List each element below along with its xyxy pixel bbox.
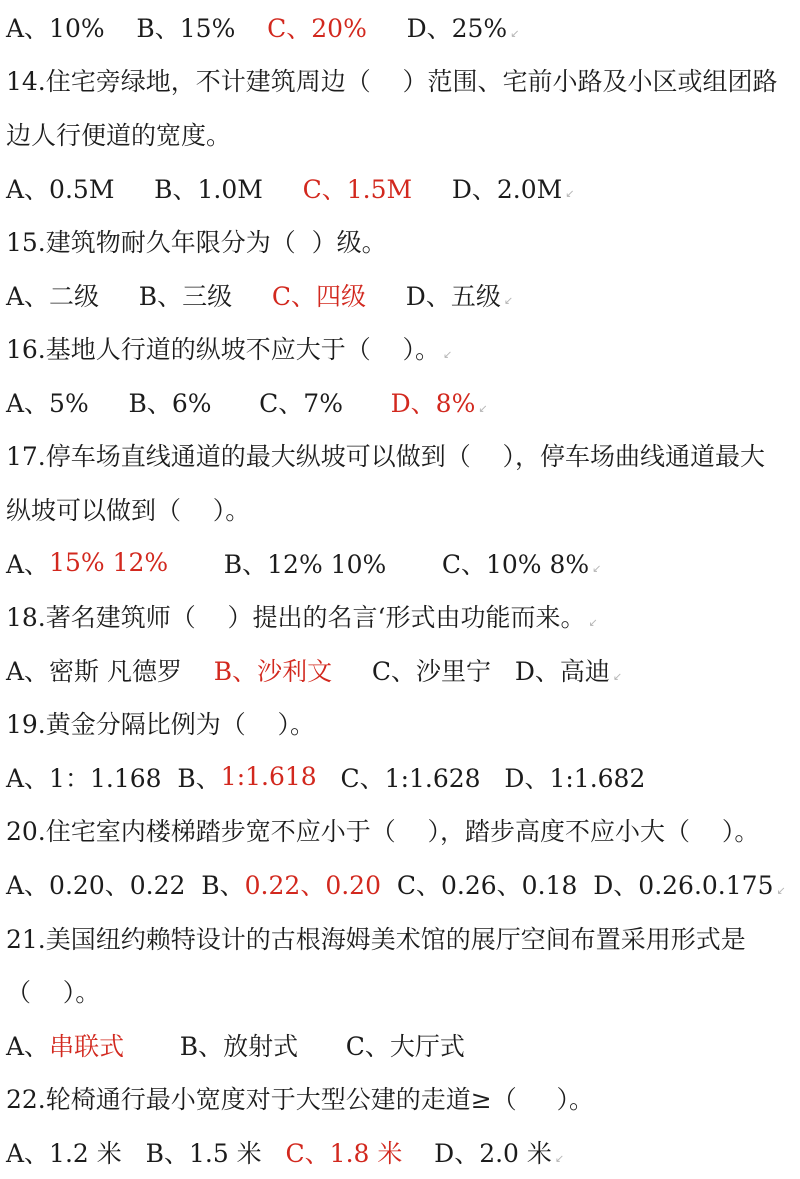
text-segment: B、12% 10% C、10% 8% — [168, 549, 590, 579]
answer-highlight: 15% 12% — [49, 548, 169, 578]
text-segment: A、二级 B、三级 — [6, 281, 272, 311]
q16-stem — [6, 321, 796, 375]
text-segment: A、 — [6, 549, 50, 579]
paragraph-return-mark-icon: ↙ — [478, 401, 488, 415]
text-segment: D、2.0M — [412, 174, 563, 204]
answer-highlight: 0.22、0.20 — [244, 871, 381, 901]
q14-options — [6, 161, 796, 215]
text-segment: C、1:1.628 D、1:1.682 — [316, 763, 646, 793]
answer-highlight: C、20% — [267, 13, 367, 43]
text-segment: 22.轮椅通行最小宽度对于大型公建的走道≥（ ）。 — [6, 1085, 594, 1115]
text-segment: 18.著名建筑师（ ）提出的名言‘形式由功能而来。 — [6, 603, 586, 633]
paragraph-return-mark-icon: ↙ — [612, 669, 623, 683]
paragraph-return-mark-icon: ↙ — [503, 294, 514, 308]
text-segment: A、1.2 米 B、1.5 米 — [6, 1138, 286, 1168]
text-segment: D、25% — [366, 13, 508, 43]
text-segment: C、0.26、0.18 D、0.26.0.175 — [381, 871, 774, 901]
q18-options — [6, 643, 796, 697]
exam-lines-container — [6, 0, 796, 1179]
text-segment: 14.住宅旁绿地，不计建筑周边（ ）范围、宅前小路及小区或组团路 — [6, 67, 778, 97]
text-segment: A、密斯 凡德罗 — [6, 656, 214, 686]
text-segment: D、五级 — [366, 281, 501, 311]
answer-highlight: 1:1.618 — [220, 762, 317, 792]
q21-stem-line2 — [6, 964, 796, 1018]
text-segment: 边人行便道的宽度。 — [6, 120, 232, 150]
answer-highlight: C、1.8 米 — [285, 1138, 403, 1168]
q18-stem — [6, 589, 796, 643]
q15-options — [6, 268, 796, 322]
answer-highlight: B、沙利文 — [213, 656, 333, 686]
paragraph-return-mark-icon: ↙ — [443, 348, 453, 362]
text-segment: A、5% B、6% C、7% — [6, 388, 391, 418]
q20-options — [6, 857, 796, 911]
text-segment: 15.建筑物耐久年限分为（ ）级。 — [6, 228, 387, 258]
paragraph-return-mark-icon: ↙ — [554, 1151, 565, 1165]
q14-stem-line2 — [6, 107, 796, 161]
text-segment: B、放射式 C、大厅式 — [124, 1031, 465, 1061]
text-segment: D、2.0 米 — [402, 1138, 552, 1168]
paragraph-return-mark-icon: ↙ — [565, 187, 575, 201]
answer-highlight: D、8% — [390, 388, 476, 418]
paragraph-return-mark-icon: ↙ — [510, 26, 520, 40]
text-segment: A、 — [6, 1031, 50, 1061]
answer-highlight: C、1.5M — [302, 174, 413, 204]
q21-stem-line1 — [6, 911, 796, 965]
text-segment: （ ）。 — [6, 978, 101, 1008]
answer-highlight: C、四级 — [271, 281, 367, 311]
q21-options — [6, 1018, 796, 1072]
text-segment: A、1：1.168 B、 — [6, 763, 221, 793]
text-segment: 21.美国纽约赖特设计的古根海姆美术馆的展厅空间布置采用形式是 — [6, 924, 746, 954]
q13-options — [6, 0, 796, 54]
text-segment: C、沙里宁 D、高迪 — [332, 656, 610, 686]
q22-options — [6, 1125, 796, 1179]
text-segment: A、0.20、0.22 B、 — [6, 871, 245, 901]
paragraph-return-mark-icon: ↙ — [776, 883, 786, 897]
paragraph-return-mark-icon: ↙ — [588, 615, 598, 629]
text-segment: A、10% B、15% — [6, 13, 268, 43]
q17-stem-line1 — [6, 429, 796, 483]
q17-options — [6, 536, 796, 590]
text-segment: 16.基地人行道的纵坡不应大于（ ）。 — [6, 335, 441, 365]
q20-stem — [6, 804, 796, 858]
q19-options — [6, 750, 796, 804]
q22-stem — [6, 1072, 796, 1126]
paragraph-return-mark-icon: ↙ — [592, 562, 602, 576]
q17-stem-line2 — [6, 482, 796, 536]
q19-stem — [6, 697, 796, 751]
answer-highlight: 串联式 — [49, 1031, 125, 1061]
text-segment: A、0.5M B、1.0M — [6, 174, 303, 204]
q14-stem-line1 — [6, 54, 796, 108]
q16-options — [6, 375, 796, 429]
text-segment: 纵坡可以做到（ ）。 — [6, 495, 251, 525]
text-segment: 17.停车场直线通道的最大纵坡可以做到（ ），停车场曲线通道最大 — [6, 442, 766, 472]
text-segment: 20.住宅室内楼梯踏步宽不应小于（ ），踏步高度不应小大（ ）。 — [6, 817, 760, 847]
text-segment: 19.黄金分隔比例为（ ）。 — [6, 710, 316, 740]
q15-stem — [6, 214, 796, 268]
